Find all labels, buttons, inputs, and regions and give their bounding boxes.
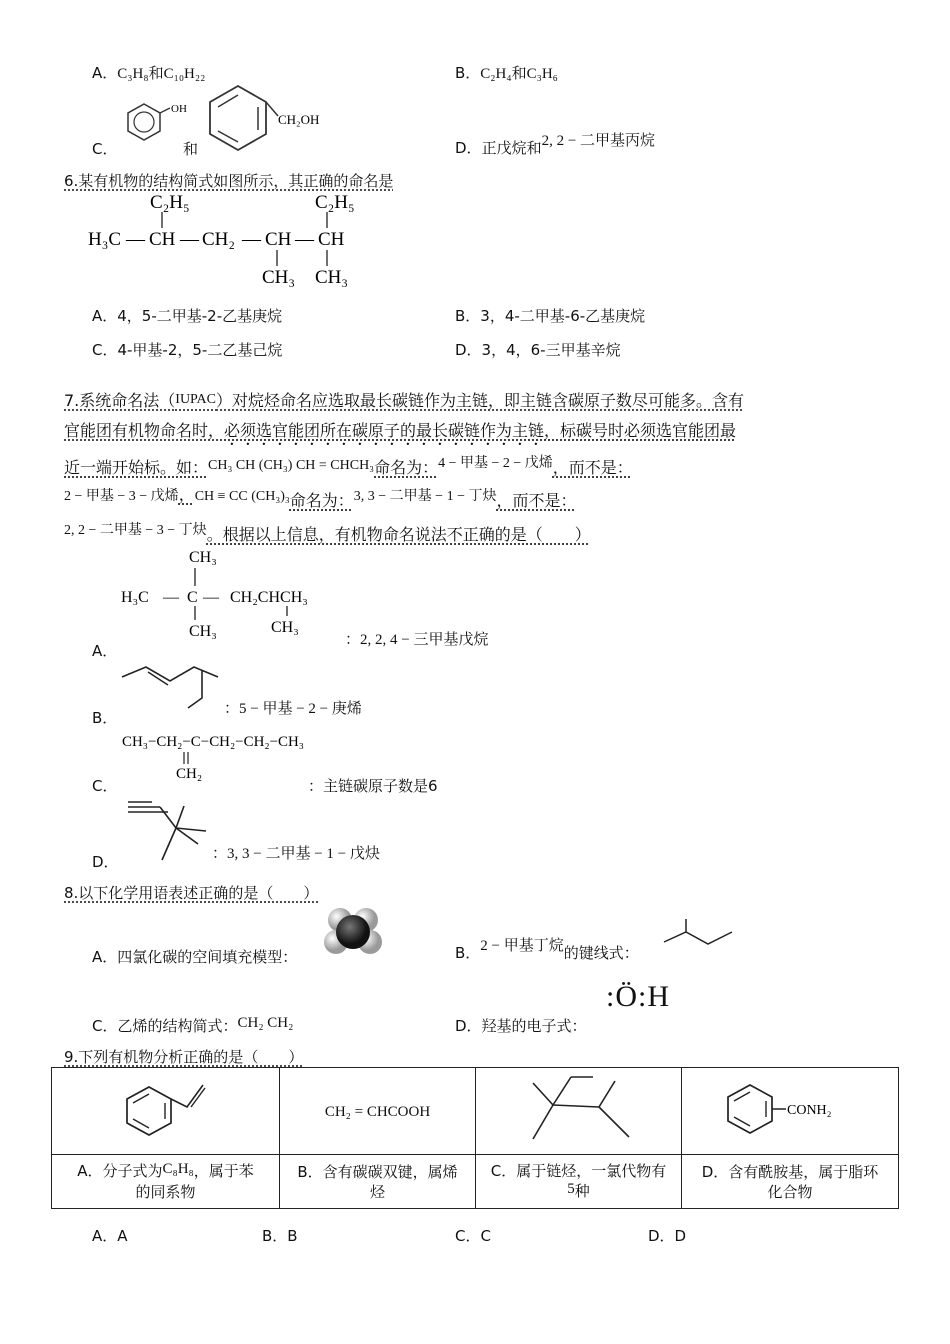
q9-answer-b[interactable]: B．B [262,1227,298,1245]
q7-stem-line4: 2 − 甲基 − 3 − 戊烯，CH ≡ CC (CH₃)₃命名为：3, 3 − 二甲基 − 1 − 丁炔，而不是： [64,485,577,510]
q9-answer-c[interactable]: C．C [455,1227,491,1245]
svg-text:H₃C: H₃C [88,229,122,250]
q7-option-a-label[interactable]: A． [92,642,118,660]
q5-option-d[interactable]: D．正戊烷和2, 2 − 二甲基丙烷 [455,133,656,157]
ch2oh-label: CH₂OH [278,112,320,127]
q9-c-skeletal [519,1069,639,1149]
styrene-structure [111,1079,221,1139]
q8-option-a[interactable]: A．四氯化碳的空间填充模型： [92,948,298,966]
q8-stem: 8.以下化学用语表述正确的是（ ） [64,884,319,902]
q6-option-b[interactable]: B．3，4-二甲基-6-乙基庚烷 [455,307,646,325]
svg-text:CH₂: CH₂ [202,229,236,250]
svg-text:CH₂: CH₂ [176,766,203,782]
q9-cell-a-text[interactable]: A．分子式为C₈H₈，属于苯的同系物 [52,1155,280,1209]
svg-text:CH₃: CH₃ [262,267,296,288]
q9-cell-d-text[interactable]: D．含有酰胺基，属于脂环化合物 [682,1155,899,1209]
q9-cell-a-structure [52,1068,280,1155]
q5-option-a[interactable]: A．C₃H₈和C₁₀H₂₂ [92,64,206,82]
ccl4-space-filling-model [322,906,384,958]
q9-table [51,1067,899,1209]
q6-stem: 6.某有机物的结构简式如图所示，其正确的命名是 [64,172,394,190]
oh-label: OH [171,103,187,115]
svg-text:H₃C: H₃C [121,589,149,606]
svg-text:—: — [163,589,179,606]
svg-text:CH: CH [149,229,176,250]
svg-text:CH₃: CH₃ [189,549,217,566]
q7-stem-line3: 近一端开始标。如：CH₃ CH (CH₃) CH = CHCH₃命名为：4 − 甲基 − 2 − 戊烯，而不是： [64,456,633,477]
q7-d-structure [122,796,217,864]
benzamide-structure [710,1079,870,1139]
hydroxyl-electron-formula: :Ö:H [606,980,670,1013]
q9-cell-b-text[interactable]: B．含有碳碳双键，属烯烃 [280,1155,476,1209]
q9-cell-b-structure: CH₂ = CHCOOH [280,1068,476,1155]
q6-option-a[interactable]: A．4，5-二甲基-2-乙基庚烷 [92,307,283,325]
q9-stem: 9.下列有机物分析正确的是（ ） [64,1048,304,1066]
q7-b-structure [118,663,228,715]
q7-c-structure [118,728,313,786]
q9-cell-c-text[interactable]: C．属于链烃，一氯代物有5种 [476,1155,682,1209]
q9-cell-c-structure [476,1068,682,1155]
svg-text:CH₃−CH₂−C−CH₂−CH₂−CH₃: CH₃−CH₂−C−CH₂−CH₂−CH₃ [122,734,304,750]
q7-option-d-text: ：3, 3 − 二甲基 − 1 − 戊炔 [212,846,380,862]
q8-b-skeletal-structure [660,918,740,962]
q7-option-a-text: ：2, 2, 4 − 三甲基戊烷 [345,632,489,648]
svg-text:—: — [242,229,261,250]
phenol-structure [122,96,192,146]
svg-text:C₂H₅: C₂H₅ [150,192,190,213]
q9-answer-d[interactable]: D．D [648,1227,687,1245]
q5-c-and: 和 [183,140,199,158]
q7-a-structure [115,544,350,644]
q5-option-b[interactable]: B．C₂H₄和C₃H₆ [455,64,558,82]
svg-text:CH₃: CH₃ [189,623,217,640]
svg-text:C₂H₅: C₂H₅ [315,192,355,213]
q6-option-d[interactable]: D．3，4，6-三甲基辛烷 [455,341,621,359]
q5-option-c-label[interactable]: C． [92,140,118,158]
q7-option-b-text: ：5 − 甲基 − 2 − 庚烯 [224,701,362,717]
q7-option-c-text: ：主链碳原子数是6 [308,777,438,795]
q8-option-d[interactable]: D．羟基的电子式： [455,1017,587,1035]
svg-text:CH: CH [265,229,292,250]
q7-stem-line2: 官能团有机物命名时，必须选官能团所在碳原子的最长碳链作为主链，标碳号时必须选官能团最 [64,421,737,440]
q6-option-c[interactable]: C．4-甲基-2，5-二乙基己烷 [92,341,283,359]
svg-text:—: — [295,229,314,250]
svg-text:CH₃: CH₃ [271,619,299,636]
q7-option-d-label[interactable]: D． [92,853,119,871]
conh2-label: CONH₂ [787,1103,832,1118]
q8-option-b[interactable]: B．2 − 甲基丁烷的键线式： [455,938,639,962]
q7-stem-line1: 7.系统命名法（IUPAC）对烷烃命名应选取最长碳链作为主链，即主链含碳原子数尽可能多。含有 [64,391,745,410]
svg-text:CH₃: CH₃ [315,267,349,288]
q9-answer-a[interactable]: A．A [92,1227,128,1245]
svg-text:—: — [180,229,199,250]
q8-option-c[interactable]: C．乙烯的结构简式：CH₂ CH₂ [92,1015,294,1035]
q7-stem-line5: 2, 2 − 二甲基 − 3 − 丁炔。根据以上信息，有机物命名说法不正确的是（ ） [64,523,591,544]
svg-text:CH₂CHCH₃: CH₂CHCH₃ [230,589,308,606]
svg-text:—: — [203,589,219,606]
q6-structure [82,188,382,293]
svg-text:C: C [187,589,198,606]
q7-option-c-label[interactable]: C． [92,777,118,795]
svg-text:CH: CH [318,229,345,250]
svg-text:—: — [126,229,145,250]
q7-option-b-label[interactable]: B． [92,709,118,727]
q9-cell-d-structure [682,1068,899,1155]
benzyl-alcohol-structure [200,80,325,160]
